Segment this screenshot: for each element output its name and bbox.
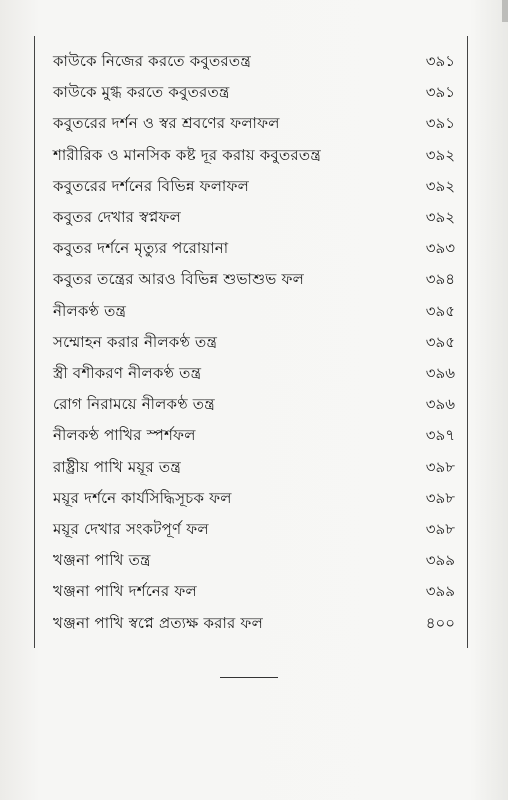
toc-entry-page-number: ৩৯৮ [425,488,455,507]
toc-entry [35,142,467,168]
toc-entry-page-number: ৩৯৯ [425,582,455,601]
toc-entry [35,235,467,261]
toc-entry [35,266,467,292]
toc-entry-title: রাষ্ট্রীয় পাখি ময়ূর তন্ত্র [53,457,181,476]
toc-entry [35,454,467,480]
toc-entry [35,79,467,105]
page-edge-shadow [502,0,508,22]
toc-entry-title: কবুতর তন্ত্রের আরও বিভিন্ন শুভাশুভ ফল [53,270,305,289]
toc-entry-title: কবুতর দর্শনে মৃত্যুর পরোয়ানা [53,239,229,258]
toc-entry [35,485,467,511]
toc-entry-page-number: ৩৯৮ [425,520,455,538]
toc-entry-title: নীলকণ্ঠ তন্ত্র [53,301,127,320]
toc-entry-page-number: ৩৯৮ [425,457,455,476]
toc-entry-title: সম্মোহন করার নীলকণ্ঠ তন্ত্র [53,332,218,351]
toc-entry [35,329,467,355]
toc-entry [35,516,467,542]
toc-entry-page-number: ৩৯৫ [425,332,455,351]
toc-entry-page-number: ৩৯২ [425,145,455,164]
toc-entry-page-number: ৩৯৬ [425,395,455,414]
toc-entry-page-number: ৩৯৬ [425,364,455,382]
toc-entry-page-number: ৩৯১ [425,83,455,102]
toc-entry-page-number: ৩৯১ [425,114,455,133]
toc-entry-title: ময়ূর দর্শনে কার্যসিদ্ধিসূচক ফল [53,488,232,507]
toc-entry [35,547,467,573]
toc-entry-page-number: ৪০০ [425,613,455,632]
toc-entry-title: স্ত্রী বশীকরণ নীলকণ্ঠ তন্ত্র [53,364,202,382]
toc-entry-page-number: ৩৯৭ [425,426,455,445]
end-divider [220,677,278,678]
toc-entry-page-number: ৩৯২ [425,176,455,195]
toc-entry-title: কবুতরের দর্শনের বিভিন্ন ফলাফল [53,176,250,195]
toc-entry-title: রোগ নিরাময়ে নীলকণ্ঠ তন্ত্র [53,395,215,414]
toc-entry [35,578,467,604]
toc-entry-page-number: ৩৯১ [425,52,455,70]
toc-entry-title: নীলকণ্ঠ পাখির স্পর্শফল [53,426,196,445]
toc-entry [35,204,467,230]
toc-entry-title: খঞ্জনা পাখি স্বপ্নে প্রত্যক্ষ করার ফল [53,613,263,632]
toc-entry [35,391,467,417]
toc-entry-title: ময়ূর দেখার সংকটপূর্ণ ফল [53,520,209,538]
toc-entry-title: শারীরিক ও মানসিক কষ্ট দূর করায় কবুতরতন্ত্র [53,145,321,164]
toc-entry [35,173,467,199]
toc-entry [35,110,467,136]
toc-entry-title: কবুতর দেখার স্বপ্নফল [53,208,182,226]
toc-entry-page-number: ৩৯৩ [425,239,455,258]
toc-entry-page-number: ৩৯৪ [425,270,455,289]
toc-entry [35,298,467,324]
toc-entry-page-number: ৩৯৫ [425,301,455,320]
toc-entry-title: কবুতরের দর্শন ও স্বর শ্রবণের ফলাফল [53,114,280,133]
table-of-contents [34,36,468,648]
toc-entry-title: খঞ্জনা পাখি দর্শনের ফল [53,582,197,601]
toc-entry-page-number: ৩৯২ [425,208,455,226]
toc-entry [35,48,467,74]
toc-entry [35,610,467,636]
toc-entry-title: কাউকে মুগ্ধ করতে কবুতরতন্ত্র [53,83,230,102]
toc-entry-title: কাউকে নিজের করতে কবুতরতন্ত্র [53,52,251,70]
toc-entry [35,360,467,386]
toc-entry [35,422,467,448]
toc-entry-title: খঞ্জনা পাখি তন্ত্র [53,551,151,570]
toc-entry-page-number: ৩৯৯ [425,551,455,570]
